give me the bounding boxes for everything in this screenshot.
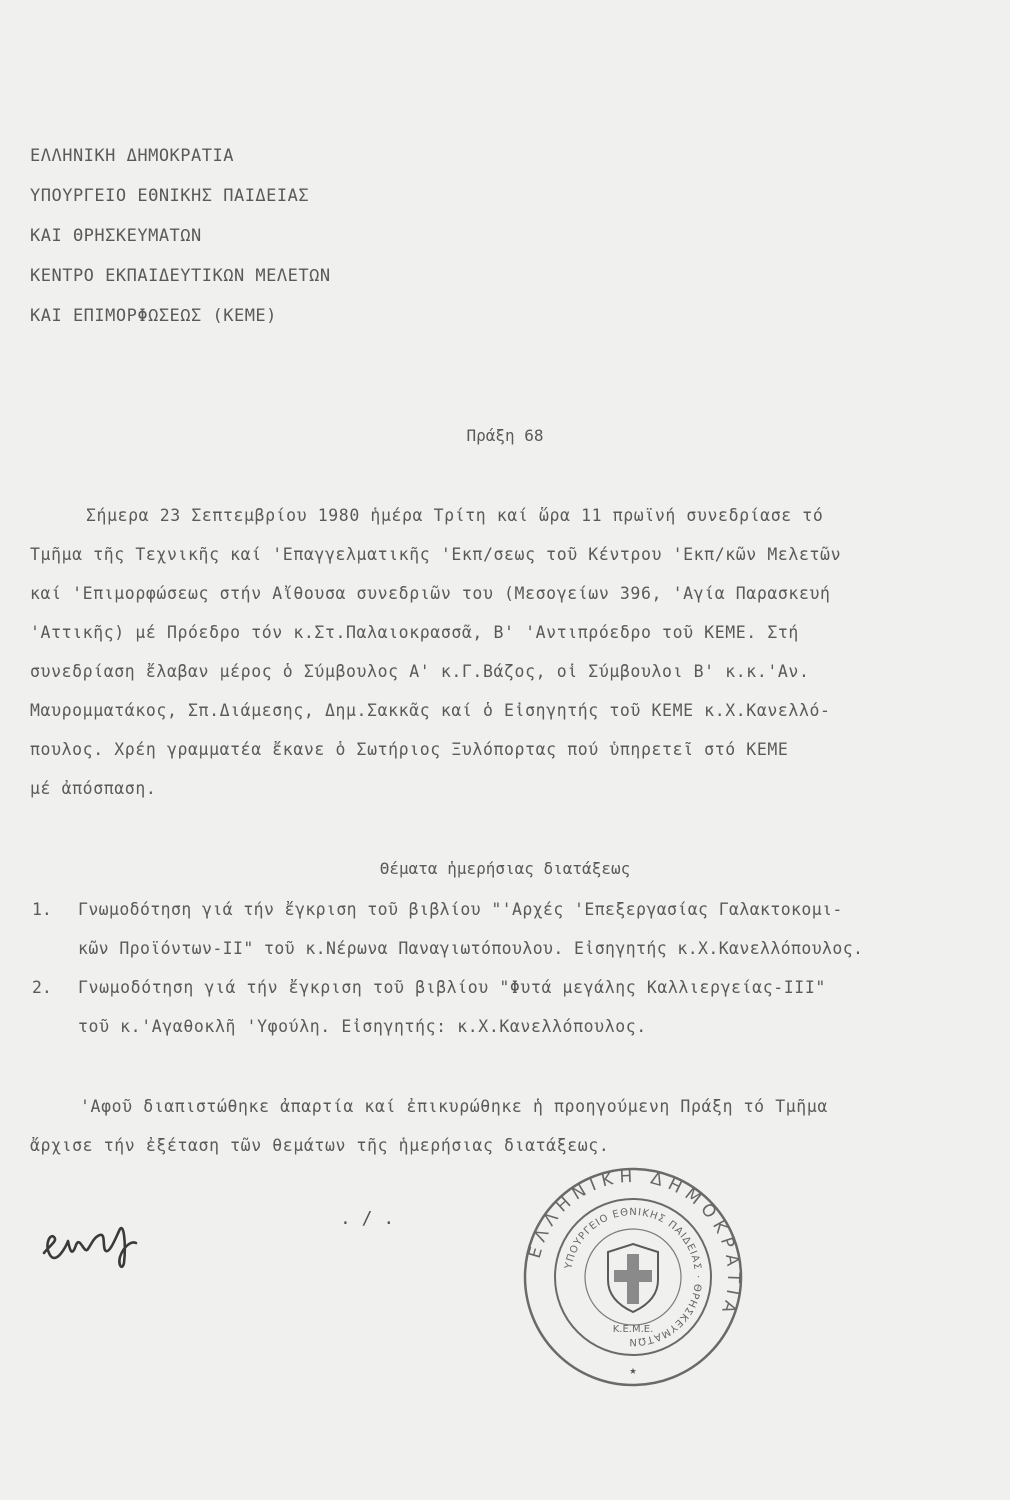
official-stamp [518,1162,748,1396]
agenda-item-line: Γνωμοδότηση γιά τήν ἔγκριση τοῦ βιβλίου "Φυτά μεγάλης Καλλιεργείας-ΙΙΙ" [78,978,826,997]
letterhead-line: ΚΕΝΤΡΟ ΕΚΠΑΙΔΕΥΤΙΚΩΝ ΜΕΛΕΤΩΝ [30,266,331,286]
letterhead-line: ΕΛΛΗΝΙΚΗ ΔΗΜΟΚΡΑΤΙΑ [30,146,234,166]
paragraph-line: Τμῆμα τῆς Τεχνικῆς καί 'Επαγγελματικῆς 'Εκπ/σεως τοῦ Κέντρου 'Εκπ/κῶν Μελετῶν [30,545,842,564]
letterhead-line: ΥΠΟΥΡΓΕΙΟ ΕΘΝΙΚΗΣ ΠΑΙΔΕΙΑΣ [30,186,310,206]
signature-icon [40,1215,140,1275]
svg-text:ΕΛΛΗΝΙΚΗ ΔΗΜΟΚΡΑΤΙΑ: ΕΛΛΗΝΙΚΗ ΔΗΜΟΚΡΑΤΙΑ [524,1166,744,1322]
agenda-item-number: 2. [32,978,52,997]
letterhead-line: ΚΑΙ ΘΡΗΣΚΕΥΜΑΤΩΝ [30,226,202,246]
agenda-item-number: 1. [32,900,52,919]
paragraph-line: Σήμερα 23 Σεπτεμβρίου 1980 ἡμέρα Τρίτη καί ὥρα 11 πρωϊνή συνεδρίασε τό [86,506,824,525]
paragraph-line: ἄρχισε τήν ἐξέταση τῶν θεμάτων τῆς ἡμερήσιας διατάξεως. [30,1136,610,1155]
paragraph-line: 'Αττικῆς) μέ Πρόεδρο τόν κ.Στ.Παλαιοκρασσᾶ, Β' 'Αντιπρόεδρο τοῦ ΚΕΜΕ. Στή [30,623,799,642]
stamp-bottom-label: Κ.Ε.Μ.Ε. [612,1324,654,1335]
paragraph-line: μέ ἀπόσπαση. [30,779,157,798]
agenda-heading: Θέματα ἡμερήσιας διατάξεως [379,859,631,878]
svg-text:ΥΠΟΥΡΓΕΙΟ ΕΘΝΙΚΗΣ ΠΑΙΔΕΙΑΣ · Θ: ΥΠΟΥΡΓΕΙΟ ΕΘΝΙΚΗΣ ΠΑΙΔΕΙΑΣ · ΘΡΗΣΚΕΥΜΑΤΩΝ [563,1206,704,1348]
act-title: Πράξη 68 [466,426,544,445]
paragraph-line: συνεδρίαση ἔλαβαν μέρος ὁ Σύμβουλος Α' κ.Γ.Βάζος, οἱ Σύμβουλοι Β' κ.κ.'Αν. [30,662,810,681]
agenda-item-line: τοῦ κ.'Αγαθοκλῆ 'Υφούλη. Εἰσηγητής: κ.Χ.Κανελλόπουλος. [78,1017,647,1036]
paragraph-line: Μαυρομματάκος, Σπ.Διάμεσης, Δημ.Σακκᾶς καί ὁ Εἰσηγητής τοῦ ΚΕΜΕ κ.Χ.Κανελλό- [30,701,831,720]
agenda-item-line: κῶν Προϊόντων-ΙΙ" τοῦ κ.Νέρωνα Παναγιωτόπουλου. Εἰσηγητής κ.Χ.Κανελλόπουλος. [78,939,864,958]
paragraph-line: καί 'Επιμορφώσεως στήν Αἴθουσα συνεδριῶν του (Μεσογείων 396, 'Αγία Παρασκευή [30,584,831,603]
paragraph-line: πουλος. Χρέη γραμματέα ἔκανε ὁ Σωτήριος Ξυλόπορτας πού ὑπηρετεῖ στό ΚΕΜΕ [30,740,789,759]
agenda-item-line: Γνωμοδότηση γιά τήν ἔγκριση τοῦ βιβλίου "'Αρχές 'Επεξεργασίας Γαλακτοκομι- [78,900,843,919]
continuation-mark: . / . [340,1208,395,1229]
svg-text:★: ★ [629,1363,637,1377]
handwritten-signature [40,1215,140,1279]
letterhead-line: ΚΑΙ ΕΠΙΜΟΡΦΩΣΕΩΣ (ΚΕΜΕ) [30,306,277,326]
seal-icon [518,1162,748,1392]
paragraph-line: 'Αφοῦ διαπιστώθηκε ἀπαρτία καί ἐπικυρώθηκε ἡ προηγούμενη Πράξη τό Τμῆμα [80,1097,828,1116]
